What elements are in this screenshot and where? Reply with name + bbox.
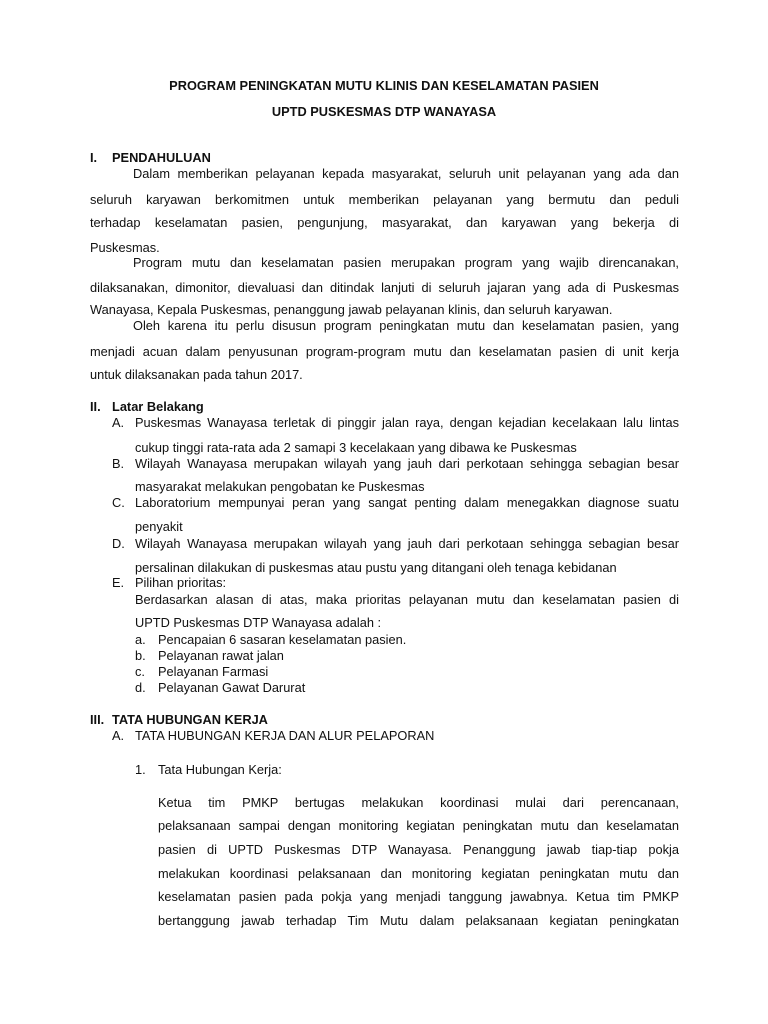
section-number: III. [90,712,105,727]
sublist-marker: a. [135,632,146,647]
sublist-item: Pelayanan rawat jalan [158,648,284,663]
document-title: PROGRAM PENINGKATAN MUTU KLINIS DAN KESELAMATAN PASIEN [169,78,599,93]
list-marker: A. [112,415,125,430]
paragraph-line: UPTD Puskesmas DTP Wanayasa adalah : [135,615,382,630]
subsection-heading: Tata Hubungan Kerja: [158,762,282,777]
paragraph-line: pelaksanaan sampai dengan monitoring kegiatan peningkatan mutu dan keselamatan [158,818,679,833]
list-marker: 1. [135,762,146,777]
paragraph-line: Program mutu dan keselamatan pasien merupakan program yang wajib direncanakan, [133,255,679,270]
sublist-item: Pelayanan Farmasi [158,664,269,679]
document-subtitle: UPTD PUSKESMAS DTP WANAYASA [271,104,497,119]
paragraph-line: Oleh karena itu perlu disusun program peningkatan mutu dan keselamatan pasien, yang [133,318,679,333]
list-item-text: persalinan dilakukan di puskesmas atau pustu yang ditangani oleh tenaga kebidanan [135,560,617,575]
list-item-text: masyarakat melakukan pengobatan ke Puskesmas [135,479,425,494]
section-number: I. [90,150,98,165]
list-marker: E. [112,575,125,590]
list-item-text: Pilihan prioritas: [135,575,227,590]
sublist-item: Pelayanan Gawat Darurat [158,680,306,695]
paragraph-line: pasien di UPTD Puskesmas DTP Wanayasa. Penanggung jawab tiap-tiap pokja [158,842,679,857]
sublist-item: Pencapaian 6 sasaran keselamatan pasien. [158,632,407,647]
list-marker: B. [112,456,125,471]
paragraph-line: Ketua tim PMKP bertugas melakukan koordinasi mulai dari perencanaan, [158,795,679,810]
list-item-text: Wilayah Wanayasa merupakan wilayah yang jauh dari perkotaan sehingga sebagian besar [135,456,679,471]
list-item-text: Laboratorium mempunyai peran yang sangat penting dalam menegakkan diagnose suatu [135,495,679,510]
paragraph-line: menjadi acuan dalam penyusunan program-program mutu dan keselamatan pasien di unit kerja [90,344,679,359]
list-item-text: Puskesmas Wanayasa terletak di pinggir jalan raya, dengan kejadian kecelakaan lalu lintas [135,415,679,430]
paragraph-line: dilaksanakan, dimonitor, dievaluasi dan ditindak lanjuti di seluruh jajaran yang ada di Puskesmas [90,280,679,295]
section-heading: PENDAHULUAN [112,150,211,165]
section-number: II. [90,399,101,414]
paragraph-line: keselamatan pasien pada pokja yang menjadi tanggung jawabnya. Ketua tim PMKP [158,889,679,904]
section-heading: Latar Belakang [112,399,204,414]
paragraph-line: melakukan koordinasi pelaksanaan dan monitoring kegiatan peningkatan mutu dan [158,866,679,881]
paragraph-line: untuk dilaksanakan pada tahun 2017. [90,367,303,382]
paragraph-line: bertanggung jawab terhadap Tim Mutu dalam pelaksanaan kegiatan peningkatan [158,913,679,928]
section-heading: TATA HUBUNGAN KERJA [112,712,268,727]
paragraph-line: Berdasarkan alasan di atas, maka prioritas pelayanan mutu dan keselamatan pasien di [135,592,679,607]
list-marker: C. [112,495,125,510]
paragraph-line: Dalam memberikan pelayanan kepada masyarakat, seluruh unit pelayanan yang ada dan [133,166,679,181]
paragraph-line: Puskesmas. [90,240,160,255]
subsection-heading: TATA HUBUNGAN KERJA DAN ALUR PELAPORAN [135,728,435,743]
list-marker: A. [112,728,125,743]
list-marker: D. [112,536,125,551]
paragraph-line: Wanayasa, Kepala Puskesmas, penanggung jawab pelayanan klinis, dan seluruh karyawan. [90,302,613,317]
sublist-marker: b. [135,648,146,663]
paragraph-line: terhadap keselamatan pasien, pengunjung, masyarakat, dan karyawan yang bekerja di [90,215,679,230]
paragraph-line: seluruh karyawan berkomitmen untuk memberikan pelayanan yang bermutu dan peduli [90,192,679,207]
list-item-text: Wilayah Wanayasa merupakan wilayah yang jauh dari perkotaan sehingga sebagian besar [135,536,679,551]
list-item-text: cukup tinggi rata-rata ada 2 samapi 3 kecelakaan yang dibawa ke Puskesmas [135,440,577,455]
sublist-marker: c. [135,664,145,679]
sublist-marker: d. [135,680,146,695]
list-item-text: penyakit [135,519,183,534]
